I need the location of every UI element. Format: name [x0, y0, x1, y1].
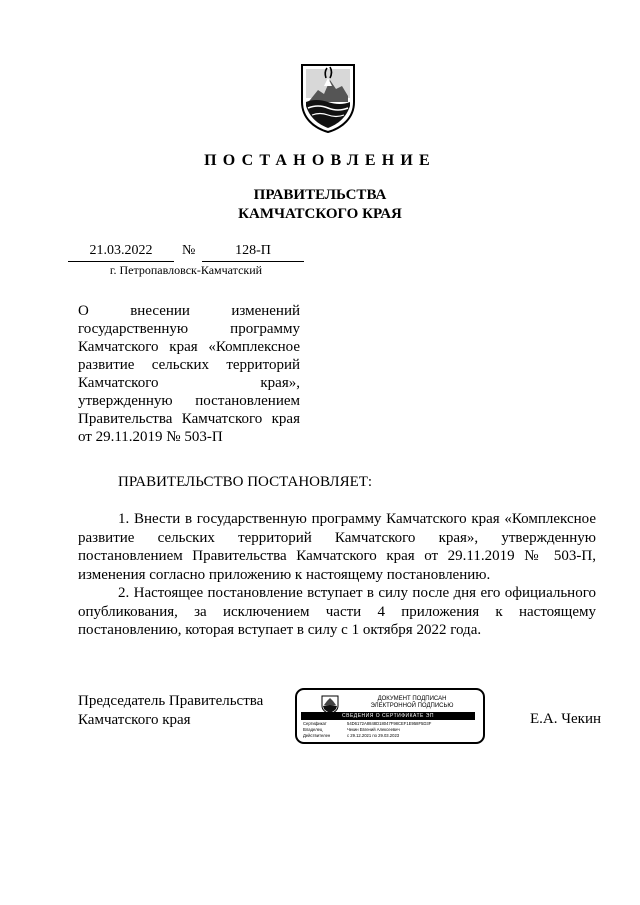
- paragraph-2: 2. Настоящее постановление вступает в силу после дня его официального опубликования, за исключением части 4 приложения к настоящему постановлению, которая вступает в силу с 1 октября 2022 года.: [78, 585, 596, 638]
- kamchatka-coat-of-arms-icon: [296, 62, 360, 134]
- stamp-row-value: Чекин Евгений Алексеевич: [347, 727, 400, 732]
- signatory-role: [78, 692, 263, 730]
- paragraph-1: 1. Внести в государственную программу Камчатского края «Комплексное развитие сельских территорий Камчатского края», утвержденную постановлением Правительства Камчатского края от 29.11.2019 № 503-П, изменения согласно приложению к настоящему постановлению.: [78, 511, 596, 583]
- electronic-signature-stamp: [295, 688, 485, 744]
- document-number: 128-П: [235, 243, 271, 258]
- stamp-row-label: Сертификат: [303, 721, 327, 726]
- number-sign: №: [182, 243, 196, 258]
- signatory-name: Е.А. Чекин: [530, 711, 601, 727]
- document-subject: О внесении изменений государственную программу Камчатского края «Комплексное развитие сельских территорий Камчатского края», утвержденную постановлением Правительства Камчатского края от 29.11.2019 № 503-П: [78, 303, 300, 445]
- stamp-row-value: с 29.12.2021 по 29.03.2023: [347, 733, 400, 738]
- document-date: 21.03.2022: [89, 243, 153, 258]
- document-city: г. Петропавловск-Камчатский: [109, 263, 263, 277]
- issuer-line-1: ПРАВИТЕЛЬСТВА: [253, 187, 387, 203]
- resolves-line: ПРАВИТЕЛЬСТВО ПОСТАНОВЛЯЕТ:: [118, 474, 373, 490]
- stamp-certificate-bar: СВЕДЕНИЯ О СЕРТИФИКАТЕ ЭП: [301, 712, 475, 720]
- stamp-row-label: Владелец: [303, 727, 323, 732]
- document-body: [78, 510, 596, 640]
- number-underline: [202, 261, 304, 262]
- signatory-role-line-2: Камчатского края: [78, 712, 191, 728]
- date-underline: [68, 261, 174, 262]
- stamp-title: [349, 696, 475, 710]
- document-heading: ПОСТАНОВЛЕНИЕ: [204, 152, 436, 169]
- stamp-row-value: 54D6172A8848D18047F98CEF1E958F5D3F: [347, 721, 432, 726]
- issuer-block: [0, 186, 640, 224]
- issuer-line-2: КАМЧАТСКОГО КРАЯ: [238, 206, 402, 222]
- stamp-row-label: Действителен: [303, 733, 331, 738]
- signatory-role-line-1: Председатель Правительства: [78, 693, 264, 709]
- stamp-title-line-1: ДОКУМЕНТ ПОДПИСАН: [377, 696, 447, 702]
- stamp-title-line-2: ЭЛЕКТРОННОЙ ПОДПИСЬЮ: [370, 703, 454, 709]
- stamp-row-validity: [303, 733, 479, 739]
